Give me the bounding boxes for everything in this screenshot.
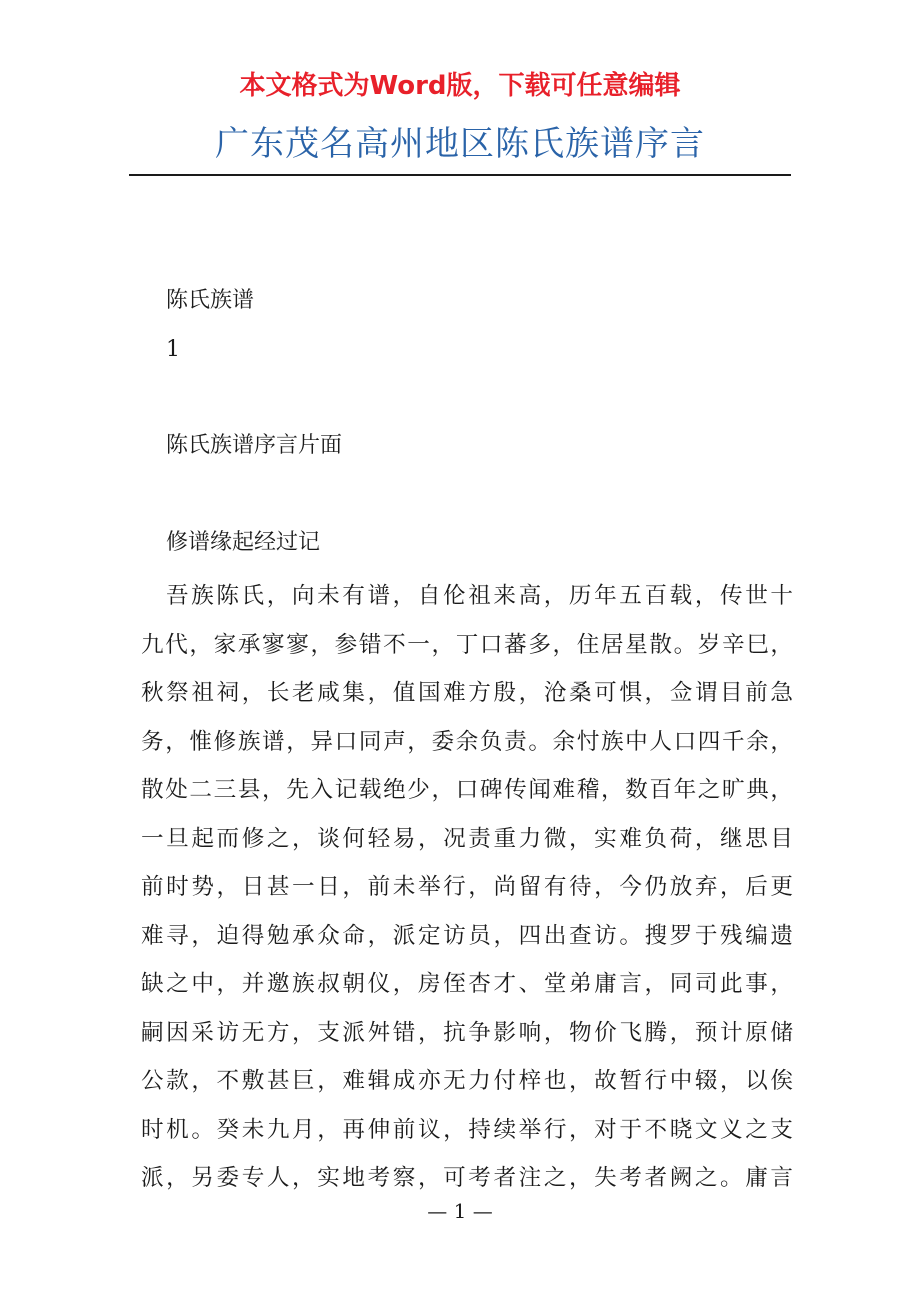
page-number: — 1 — (427, 1199, 493, 1223)
title-divider (129, 174, 791, 176)
paragraph-line: 一旦起而修之，谈何轻易，况责重力微，实难负荷，继思目 (141, 825, 793, 852)
body-paragraph (141, 572, 793, 1203)
document-title: 广东茂名高州地区陈氏族谱序言 (215, 124, 705, 164)
paragraph-line: 难寻，迫得勉承众命，派定访员，四出查访。搜罗于残编遗 (141, 922, 793, 949)
paragraph-line: 吾族陈氏，向未有谱，自伦祖来高，历年五百载，传世十 (166, 583, 793, 609)
record-heading: 修谱缘起经过记 (166, 530, 321, 555)
paragraph-line: 缺之中，并邀族叔朝仪，房侄杏才、堂弟庸言，同司此事， (141, 971, 793, 997)
paragraph-line: 务，惟修族谱，异口同声，委余负责。余忖族中人口四千余， (141, 728, 793, 755)
paragraph-line: 前时势，日甚一日，前未举行，尚留有待，今仍放弃，后更 (141, 874, 793, 900)
genealogy-heading: 陈氏族谱 (166, 288, 255, 313)
paragraph-line: 派，另委专人，实地考察，可考者注之，失考者阙之。庸言 (141, 1165, 793, 1191)
volume-number: 1 (166, 337, 180, 362)
format-notice: 本文格式为Word版，下载可任意编辑 (239, 71, 681, 101)
paragraph-line: 九代，家承寥寥，参错不一，丁口蕃多，住居星散。岁辛巳， (141, 631, 793, 658)
preface-heading: 陈氏族谱序言片面 (166, 433, 343, 458)
paragraph-line: 散处二三县，先入记载绝少，口碑传闻难稽，数百年之旷典， (141, 777, 793, 803)
paragraph-line: 公款，不敷甚巨，难辑成亦无力付梓也，故暂行中辍，以俟 (141, 1068, 793, 1094)
paragraph-line: 秋祭祖祠，长老咸集，值国难方殷，沧桑可惧，佥谓目前急 (141, 680, 793, 706)
paragraph-line: 嗣因采访无方，支派舛错，抗争影响，物价飞腾，预计原储 (141, 1019, 793, 1046)
paragraph-line: 时机。癸未九月，再伸前议，持续举行，对于不晓文义之支 (141, 1116, 793, 1143)
